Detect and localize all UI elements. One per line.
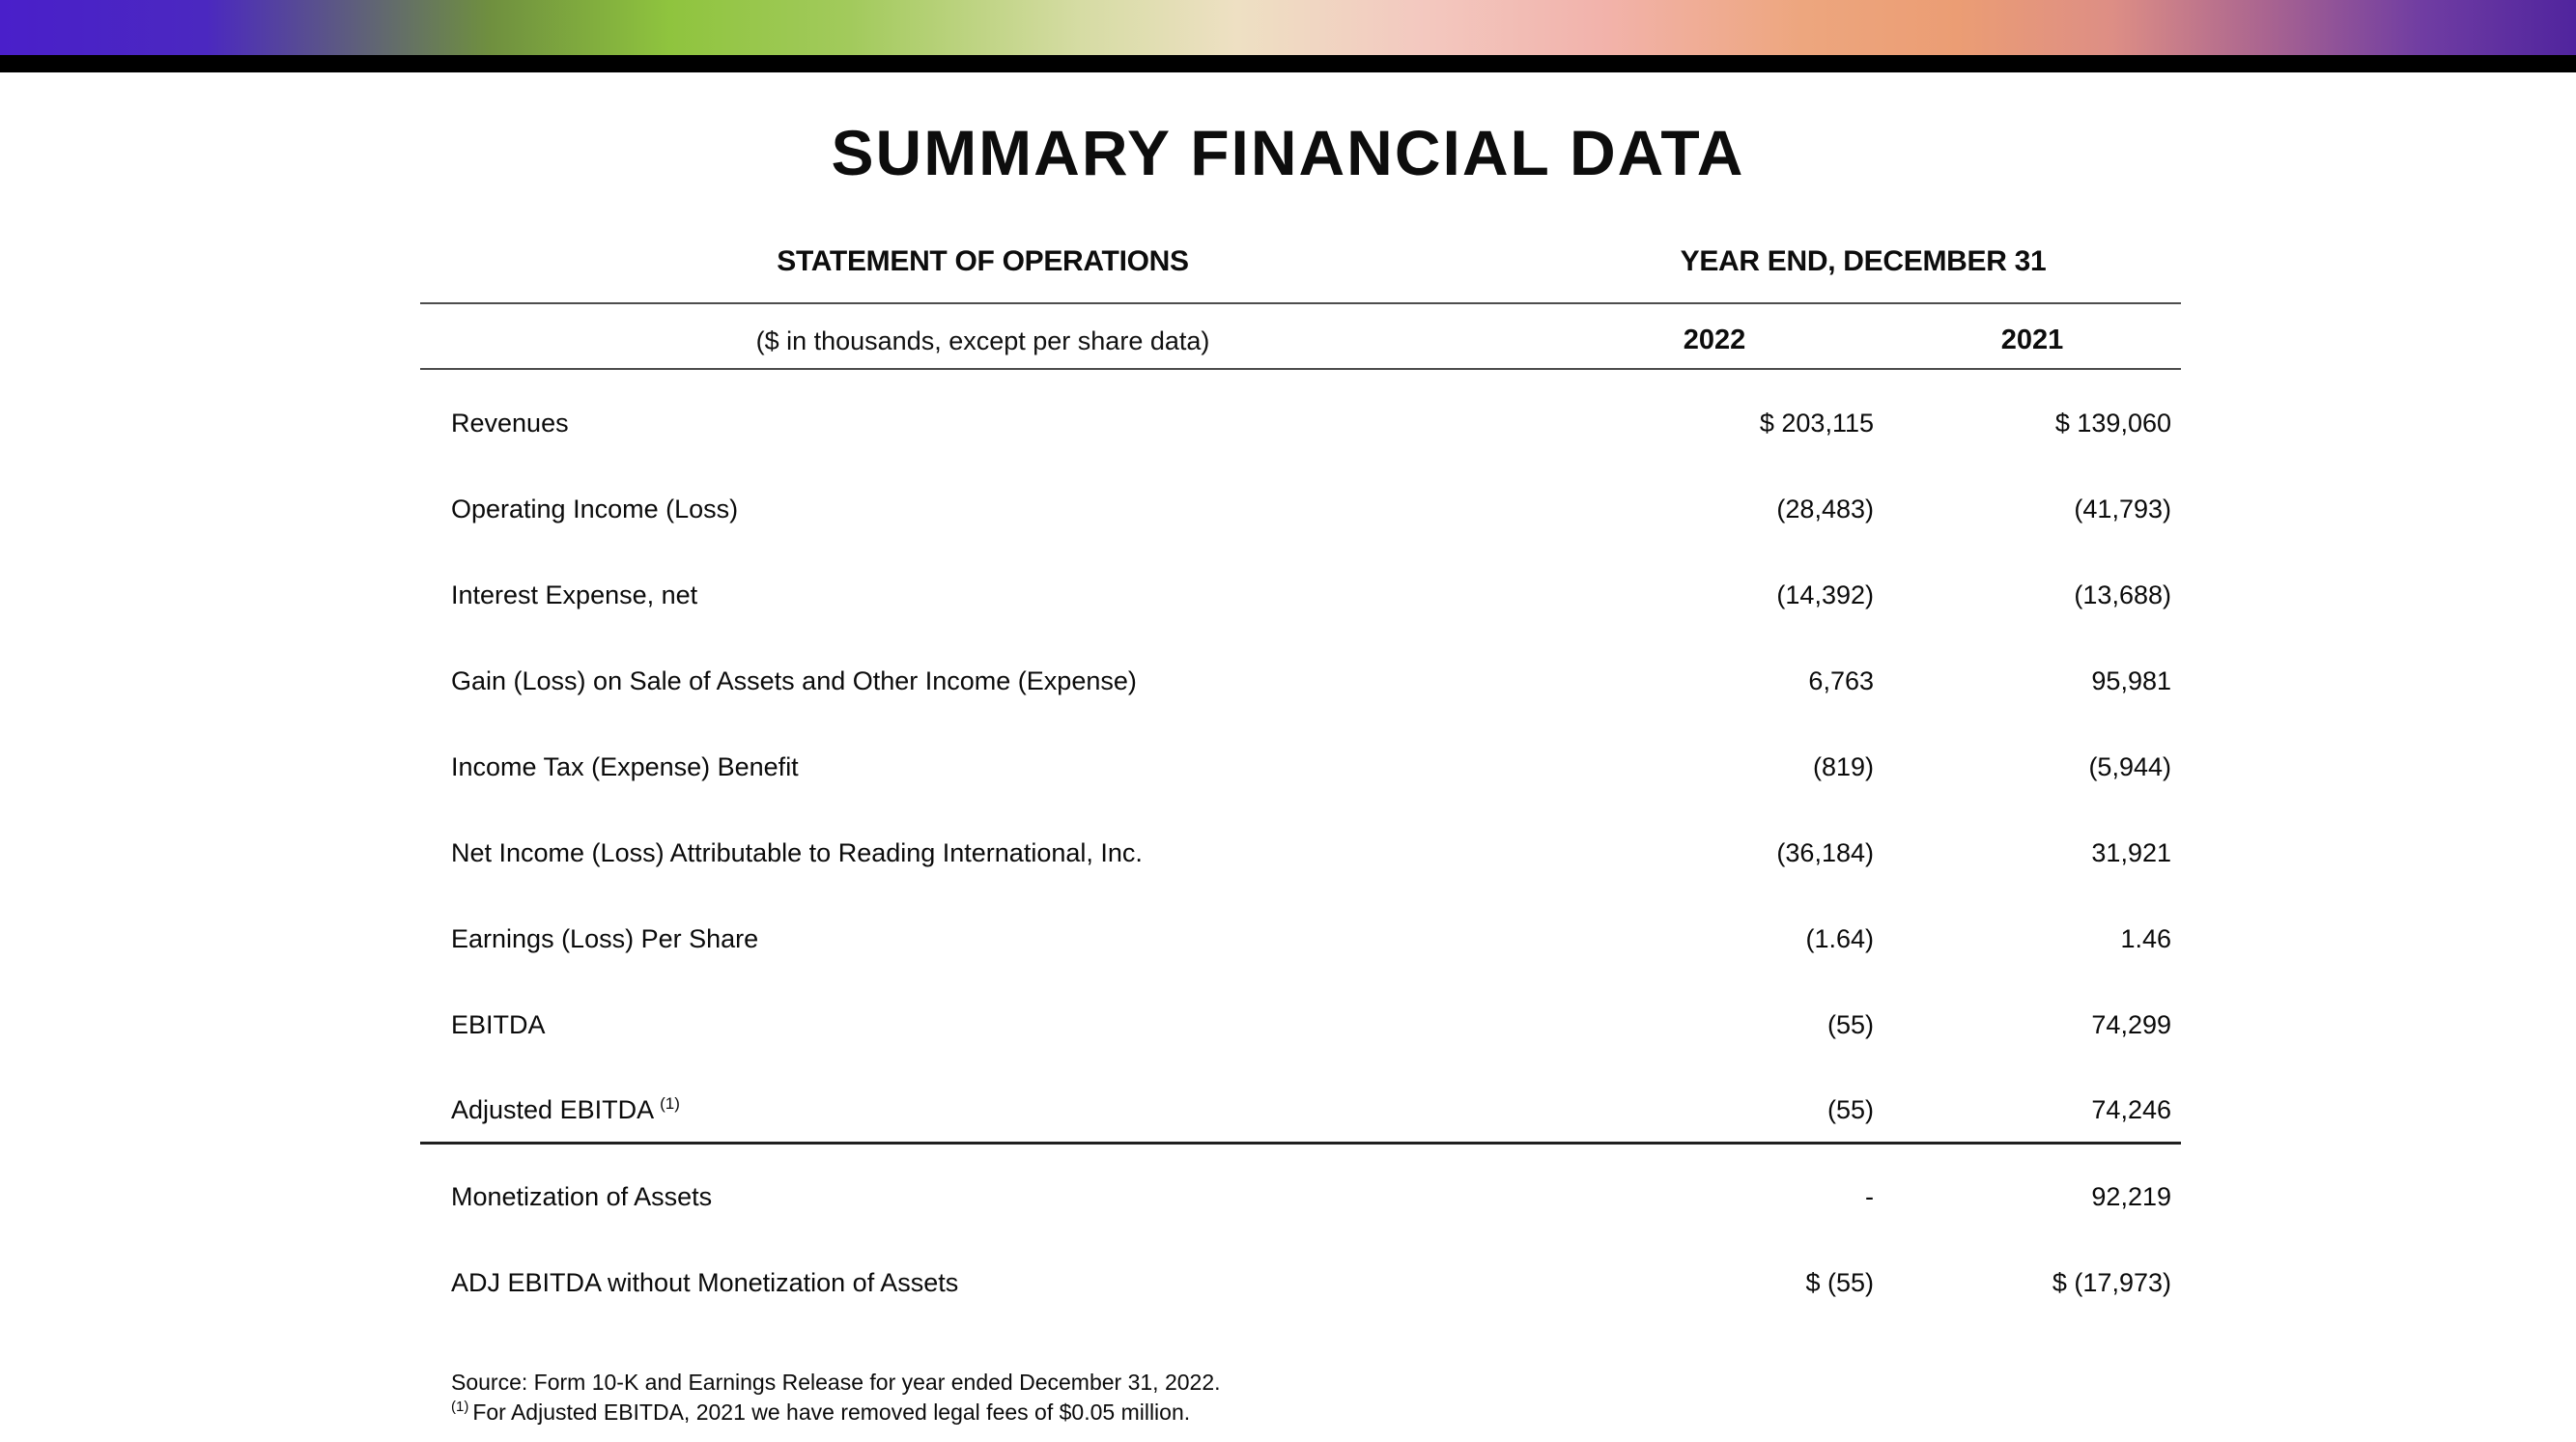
table-row-adj-ebitda-without-monetization: [420, 1229, 2181, 1315]
value-2021: (13,688): [2074, 580, 2171, 609]
year-2022-header: 2022: [1545, 303, 1883, 369]
value-2021: $ (17,973): [2052, 1268, 2171, 1297]
value-2022: $ 203,115: [1759, 409, 1874, 438]
row-label: ADJ EBITDA without Monetization of Assets: [451, 1268, 959, 1297]
value-2021: (5,944): [2088, 752, 2171, 781]
footnote-text: For Adjusted EBITDA, 2021 we have removed legal fees of $0.05 million.: [472, 1400, 1191, 1425]
value-2021: (41,793): [2074, 495, 2171, 523]
adjusted-ebitda-footnote-marker: (1): [660, 1093, 680, 1113]
value-2022: (14,392): [1776, 580, 1874, 609]
row-label: Monetization of Assets: [451, 1182, 713, 1211]
financial-table: [420, 220, 2181, 1315]
table-row-gain-loss-sale-assets: [420, 627, 2181, 713]
value-2022: -: [1865, 1182, 1874, 1211]
footer: [451, 1368, 1221, 1428]
table-row-revenues: [420, 369, 2181, 455]
row-label: [420, 1057, 1545, 1143]
table-row-monetization: [420, 1143, 2181, 1229]
value-2022: (55): [1545, 1057, 1883, 1143]
black-bar: [0, 55, 2576, 72]
table-row-interest-expense: [420, 541, 2181, 627]
table-row-net-income: [420, 799, 2181, 885]
value-2022: (36,184): [1776, 838, 1874, 867]
source-line: Source: Form 10-K and Earnings Release for year ended December 31, 2022.: [451, 1370, 1221, 1395]
row-label: Interest Expense, net: [451, 580, 698, 609]
table-row-adjusted-ebitda: [420, 1057, 2181, 1143]
table-row-income-tax: [420, 713, 2181, 799]
row-label: Earnings (Loss) Per Share: [451, 924, 759, 953]
value-2021: $ 139,060: [2054, 409, 2171, 438]
page-title: SUMMARY FINANCIAL DATA: [831, 117, 1745, 188]
value-2021: 74,299: [2091, 1010, 2171, 1039]
row-label-text: Adjusted EBITDA: [451, 1094, 655, 1124]
value-2021: 31,921: [2091, 838, 2171, 867]
row-label: EBITDA: [451, 1010, 546, 1039]
table-row-ebitda: [420, 971, 2181, 1057]
row-label: Net Income (Loss) Attributable to Reading International, Inc.: [451, 838, 1143, 867]
value-2021: 1.46: [2120, 924, 2171, 953]
row-label: Revenues: [451, 409, 569, 438]
footnote-line: [451, 1398, 1221, 1428]
table-header-row: [420, 220, 2181, 303]
value-2021: 95,981: [2091, 666, 2171, 695]
table-row-earnings-per-share: [420, 885, 2181, 971]
value-2022: 6,763: [1808, 666, 1874, 695]
value-2022: $ (55): [1805, 1268, 1874, 1297]
row-label: Income Tax (Expense) Benefit: [451, 752, 799, 781]
table-subheader-row: [420, 303, 2181, 369]
row-label: Gain (Loss) on Sale of Assets and Other Income (Expense): [451, 666, 1137, 695]
value-2022: (28,483): [1776, 495, 1874, 523]
value-2021: 92,219: [2091, 1182, 2171, 1211]
row-label: Operating Income (Loss): [451, 495, 739, 523]
year-2021-header: 2021: [1883, 303, 2181, 369]
value-2022: (55): [1826, 1010, 1874, 1039]
table-row-operating-income: [420, 455, 2181, 541]
value-2022: (819): [1812, 752, 1874, 781]
value-2021: 74,246: [1883, 1057, 2181, 1143]
year-end-header: YEAR END, DECEMBER 31: [1545, 220, 2181, 303]
statement-of-operations-header: STATEMENT OF OPERATIONS: [420, 220, 1545, 303]
units-note: ($ in thousands, except per share data): [420, 303, 1545, 369]
footnote-marker: (1): [451, 1399, 469, 1416]
top-gradient-bar: [0, 0, 2576, 55]
value-2022: (1.64): [1805, 924, 1874, 953]
